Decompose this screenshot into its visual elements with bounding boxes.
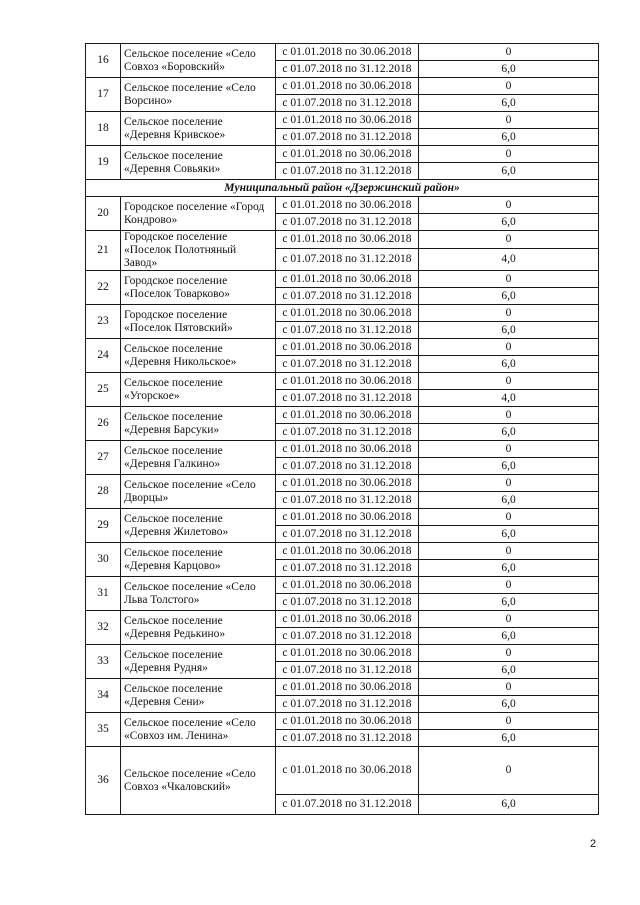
settlement-name: Сельское поселение «Деревня Никольское»: [121, 339, 276, 373]
row-number: 35: [86, 713, 121, 747]
settlement-name: Сельское поселение «Село Ворсино»: [121, 78, 276, 112]
period-cell: с 01.01.2018 по 30.06.2018: [276, 713, 419, 730]
row-number: 30: [86, 543, 121, 577]
value-cell: 0: [419, 197, 599, 214]
period-cell: с 01.07.2018 по 31.12.2018: [276, 795, 419, 815]
period-cell: с 01.01.2018 по 30.06.2018: [276, 747, 419, 795]
value-cell: 0: [419, 44, 599, 61]
row-number: 36: [86, 747, 121, 815]
period-cell: с 01.01.2018 по 30.06.2018: [276, 543, 419, 560]
table-row: [86, 713, 599, 730]
settlement-name: Сельское поселение «Деревня Барсуки»: [121, 407, 276, 441]
row-number: 31: [86, 577, 121, 611]
value-cell: 4,0: [419, 390, 599, 407]
table-row: [86, 271, 599, 288]
value-cell: 6,0: [419, 458, 599, 475]
table-row: [86, 645, 599, 662]
row-number: 29: [86, 509, 121, 543]
table-row: [86, 679, 599, 696]
period-cell: с 01.01.2018 по 30.06.2018: [276, 441, 419, 458]
settlement-name: Городское поселение «Поселок Полотняный Завод»: [121, 231, 276, 271]
settlement-name: Сельское поселение «Село Совхоз «Боровский»: [121, 44, 276, 78]
value-cell: 6,0: [419, 492, 599, 509]
value-cell: 0: [419, 611, 599, 628]
period-cell: с 01.01.2018 по 30.06.2018: [276, 305, 419, 322]
value-cell: 6,0: [419, 795, 599, 815]
settlement-name: Сельское поселение «Село Дворцы»: [121, 475, 276, 509]
row-number: 26: [86, 407, 121, 441]
settlement-name: Сельское поселение «Деревня Галкино»: [121, 441, 276, 475]
table-row: [86, 305, 599, 322]
table-row: [86, 373, 599, 390]
value-cell: 0: [419, 543, 599, 560]
settlement-name: Сельское поселение «Деревня Сени»: [121, 679, 276, 713]
value-cell: 6,0: [419, 628, 599, 645]
settlements-table: [85, 43, 599, 815]
settlement-name: Сельское поселение «Село «Совхоз им. Ленина»: [121, 713, 276, 747]
period-cell: с 01.01.2018 по 30.06.2018: [276, 78, 419, 95]
value-cell: 0: [419, 645, 599, 662]
settlement-name: Сельское поселение «Деревня Редькино»: [121, 611, 276, 645]
value-cell: 0: [419, 112, 599, 129]
value-cell: 0: [419, 747, 599, 795]
period-cell: с 01.07.2018 по 31.12.2018: [276, 696, 419, 713]
period-cell: с 01.01.2018 по 30.06.2018: [276, 509, 419, 526]
value-cell: 0: [419, 679, 599, 696]
period-cell: с 01.07.2018 по 31.12.2018: [276, 628, 419, 645]
page-number: 2: [590, 838, 597, 850]
period-cell: с 01.07.2018 по 31.12.2018: [276, 249, 419, 271]
table-row: [86, 747, 599, 795]
settlement-name: Сельское поселение «Деревня Карцово»: [121, 543, 276, 577]
value-cell: 6,0: [419, 61, 599, 78]
value-cell: 6,0: [419, 594, 599, 611]
value-cell: 6,0: [419, 288, 599, 305]
settlement-name: Городское поселение «Город Кондрово»: [121, 197, 276, 231]
row-number: 23: [86, 305, 121, 339]
period-cell: с 01.07.2018 по 31.12.2018: [276, 95, 419, 112]
period-cell: с 01.01.2018 по 30.06.2018: [276, 271, 419, 288]
settlement-name: Сельское поселение «Деревня Совьяки»: [121, 146, 276, 180]
table-row: [86, 611, 599, 628]
value-cell: 6,0: [419, 322, 599, 339]
period-cell: с 01.07.2018 по 31.12.2018: [276, 560, 419, 577]
row-number: 18: [86, 112, 121, 146]
period-cell: с 01.01.2018 по 30.06.2018: [276, 339, 419, 356]
period-cell: с 01.07.2018 по 31.12.2018: [276, 594, 419, 611]
value-cell: 6,0: [419, 95, 599, 112]
value-cell: 0: [419, 441, 599, 458]
settlement-name: Сельское поселение «Деревня Кривское»: [121, 112, 276, 146]
period-cell: с 01.01.2018 по 30.06.2018: [276, 475, 419, 492]
settlements-table-body: [86, 44, 599, 815]
row-number: 28: [86, 475, 121, 509]
value-cell: 6,0: [419, 163, 599, 180]
settlement-name: Сельское поселение «Угорское»: [121, 373, 276, 407]
value-cell: 0: [419, 713, 599, 730]
value-cell: 6,0: [419, 214, 599, 231]
row-number: 25: [86, 373, 121, 407]
row-number: 20: [86, 197, 121, 231]
value-cell: 6,0: [419, 356, 599, 373]
value-cell: 6,0: [419, 662, 599, 679]
section-header-row: [86, 180, 599, 197]
settlement-name: Городское поселение «Поселок Товарково»: [121, 271, 276, 305]
settlement-name: Сельское поселение «Деревня Жилетово»: [121, 509, 276, 543]
period-cell: с 01.01.2018 по 30.06.2018: [276, 197, 419, 214]
row-number: 21: [86, 231, 121, 271]
table-row: [86, 543, 599, 560]
period-cell: с 01.07.2018 по 31.12.2018: [276, 424, 419, 441]
period-cell: с 01.07.2018 по 31.12.2018: [276, 288, 419, 305]
settlement-name: Сельское поселение «Село Совхоз «Чкаловский»: [121, 747, 276, 815]
row-number: 32: [86, 611, 121, 645]
period-cell: с 01.07.2018 по 31.12.2018: [276, 458, 419, 475]
row-number: 24: [86, 339, 121, 373]
value-cell: 6,0: [419, 424, 599, 441]
table-row: [86, 407, 599, 424]
settlement-name: Сельское поселение «Село Льва Толстого»: [121, 577, 276, 611]
table-row: [86, 509, 599, 526]
period-cell: с 01.01.2018 по 30.06.2018: [276, 373, 419, 390]
period-cell: с 01.07.2018 по 31.12.2018: [276, 356, 419, 373]
period-cell: с 01.01.2018 по 30.06.2018: [276, 231, 419, 249]
settlement-name: Городское поселение «Поселок Пятовский»: [121, 305, 276, 339]
row-number: 17: [86, 78, 121, 112]
row-number: 19: [86, 146, 121, 180]
section-title: Муниципальный район «Дзержинский район»: [86, 180, 599, 197]
row-number: 16: [86, 44, 121, 78]
value-cell: 4,0: [419, 249, 599, 271]
period-cell: с 01.01.2018 по 30.06.2018: [276, 679, 419, 696]
period-cell: с 01.07.2018 по 31.12.2018: [276, 129, 419, 146]
row-number: 33: [86, 645, 121, 679]
settlement-name: Сельское поселение «Деревня Рудня»: [121, 645, 276, 679]
table-row: [86, 577, 599, 594]
period-cell: с 01.01.2018 по 30.06.2018: [276, 146, 419, 163]
value-cell: 0: [419, 271, 599, 288]
value-cell: 0: [419, 509, 599, 526]
table-row: [86, 339, 599, 356]
value-cell: 6,0: [419, 560, 599, 577]
value-cell: 6,0: [419, 526, 599, 543]
value-cell: 6,0: [419, 696, 599, 713]
period-cell: с 01.07.2018 по 31.12.2018: [276, 526, 419, 543]
table-row: [86, 78, 599, 95]
period-cell: с 01.07.2018 по 31.12.2018: [276, 214, 419, 231]
table-row: [86, 146, 599, 163]
period-cell: с 01.01.2018 по 30.06.2018: [276, 645, 419, 662]
row-number: 22: [86, 271, 121, 305]
period-cell: с 01.07.2018 по 31.12.2018: [276, 390, 419, 407]
table-row: [86, 441, 599, 458]
table-row: [86, 44, 599, 61]
period-cell: с 01.07.2018 по 31.12.2018: [276, 662, 419, 679]
value-cell: 0: [419, 407, 599, 424]
period-cell: с 01.01.2018 по 30.06.2018: [276, 611, 419, 628]
table-row: [86, 475, 599, 492]
period-cell: с 01.07.2018 по 31.12.2018: [276, 730, 419, 747]
table-row: [86, 112, 599, 129]
value-cell: 6,0: [419, 129, 599, 146]
period-cell: с 01.01.2018 по 30.06.2018: [276, 577, 419, 594]
value-cell: 0: [419, 305, 599, 322]
period-cell: с 01.07.2018 по 31.12.2018: [276, 322, 419, 339]
table-row: [86, 197, 599, 214]
value-cell: 0: [419, 373, 599, 390]
row-number: 34: [86, 679, 121, 713]
value-cell: 6,0: [419, 730, 599, 747]
value-cell: 0: [419, 475, 599, 492]
period-cell: с 01.07.2018 по 31.12.2018: [276, 163, 419, 180]
row-number: 27: [86, 441, 121, 475]
table-row: [86, 231, 599, 249]
period-cell: с 01.07.2018 по 31.12.2018: [276, 492, 419, 509]
period-cell: с 01.01.2018 по 30.06.2018: [276, 44, 419, 61]
value-cell: 0: [419, 78, 599, 95]
value-cell: 0: [419, 231, 599, 249]
period-cell: с 01.01.2018 по 30.06.2018: [276, 407, 419, 424]
value-cell: 0: [419, 339, 599, 356]
period-cell: с 01.07.2018 по 31.12.2018: [276, 61, 419, 78]
value-cell: 0: [419, 146, 599, 163]
value-cell: 0: [419, 577, 599, 594]
period-cell: с 01.01.2018 по 30.06.2018: [276, 112, 419, 129]
